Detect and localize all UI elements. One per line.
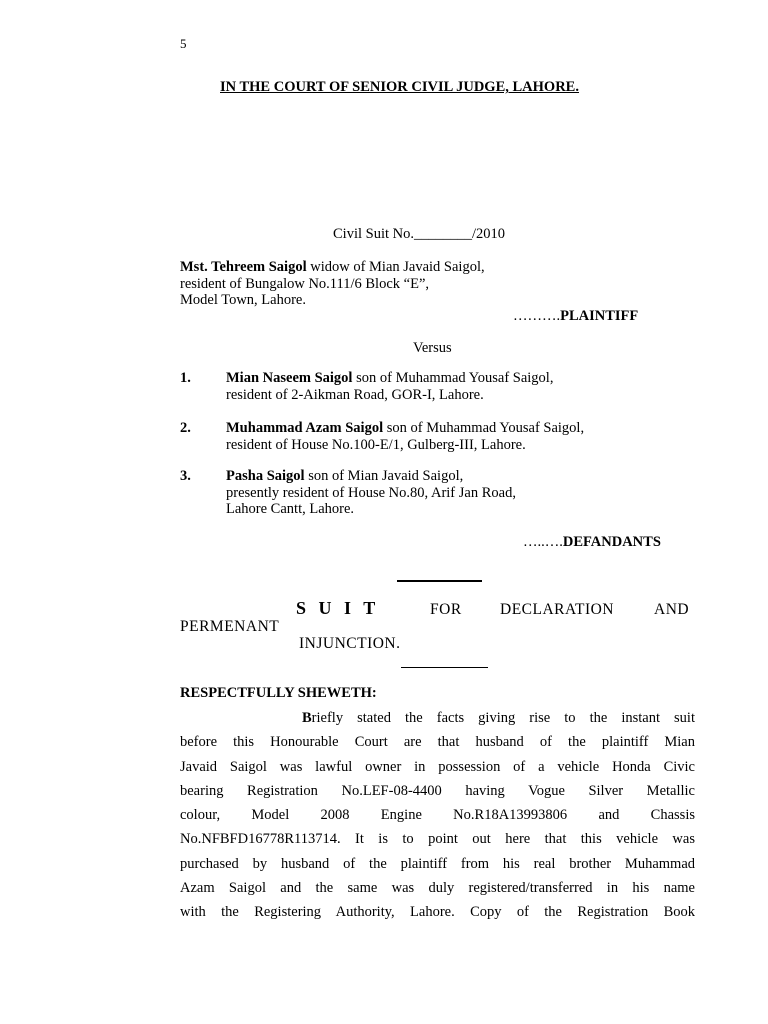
- defendant-2-address: resident of House No.100-E/1, Gulberg-III, Lahore.: [226, 436, 526, 453]
- court-heading: IN THE COURT OF SENIOR CIVIL JUDGE, LAHORE.: [220, 79, 579, 95]
- suit-word: S U I T: [296, 598, 380, 618]
- body-line-9: with the Registering Authority, Lahore. Copy of the Registration Book: [180, 904, 695, 921]
- page-number: 5: [180, 36, 187, 51]
- body-line-8: Azam Saigol and the same was duly registered/transferred in his name: [180, 880, 695, 897]
- defendant-1-address: resident of 2-Aikman Road, GOR-I, Lahore.: [226, 386, 484, 403]
- versus-label: Versus: [413, 340, 452, 356]
- separator-rule-bottom: [401, 667, 488, 668]
- body-line-4: bearing Registration No.LEF-08-4400 having Vogue Silver Metallic: [180, 782, 695, 799]
- defendant-1-number: 1.: [180, 370, 191, 386]
- body-line-7: purchased by husband of the plaintiff from his real brother Muhammad: [180, 855, 695, 872]
- suit-injunction: INJUNCTION.: [299, 635, 401, 652]
- plaintiff-name: Mst. Tehreem Saigol: [180, 259, 307, 275]
- defendant-3-line1: son of Mian Javaid Saigol,: [304, 468, 464, 484]
- body-line-3: Javaid Saigol was lawful owner in possession of a vehicle Honda Civic: [180, 758, 695, 775]
- drop-initial: B: [302, 710, 312, 726]
- plaintiff-label: [513, 308, 638, 325]
- defendant-2-line1: son of Muhammad Yousaf Saigol,: [383, 420, 585, 436]
- plaintiff-line1: widow of Mian Javaid Saigol,: [306, 259, 485, 275]
- facts-paragraph: [180, 706, 695, 925]
- body-line-5: colour, Model 2008 Engine No.R18A13993806 and Chassis: [180, 807, 695, 824]
- plaintiff-line3: Model Town, Lahore.: [180, 292, 306, 308]
- defendant-2-name: Muhammad Azam Saigol: [226, 420, 384, 436]
- respectfully-sheweth: RESPECTFULLY SHEWETH:: [180, 685, 377, 701]
- defendant-2-number: 2.: [180, 420, 191, 436]
- defendant-3-number: 3.: [180, 468, 191, 484]
- defendant-3: [226, 468, 516, 518]
- plaintiff-block: [180, 259, 485, 309]
- separator-rule-top: [397, 580, 482, 582]
- defendants-role: DEFANDANTS: [562, 534, 661, 550]
- defendant-3-name: Pasha Saigol: [226, 468, 305, 484]
- plaintiff-dots: ……….: [513, 308, 561, 324]
- body-line-6: No.NFBFD16778R113714. It is to point out here that this vehicle was: [180, 831, 695, 848]
- plaintiff-role: PLAINTIFF: [560, 308, 639, 324]
- defendant-2: [226, 420, 584, 453]
- suit-declaration: DECLARATION: [500, 601, 614, 618]
- suit-and: AND: [654, 601, 690, 618]
- civil-suit-number: Civil Suit No.________/2010: [333, 226, 506, 242]
- body-line-1: [180, 706, 695, 730]
- defendants-dots: …..….: [523, 534, 563, 550]
- defendant-1-line1: son of Muhammad Yousaf Saigol,: [352, 370, 554, 386]
- defendant-3-address-2: Lahore Cantt, Lahore.: [226, 501, 355, 517]
- defendant-1-name: Mian Naseem Saigol: [226, 370, 353, 386]
- suit-for: FOR: [430, 601, 462, 618]
- suit-permenant: PERMENANT: [180, 618, 280, 635]
- defendants-label: [523, 534, 661, 551]
- body-line-1-text: riefly stated the facts giving rise to the instant suit: [311, 710, 695, 726]
- body-line-2: before this Honourable Court are that husband of the plaintiff Mian: [180, 734, 695, 751]
- plaintiff-line2: resident of Bungalow No.111/6 Block “E”,: [180, 275, 429, 292]
- defendant-1: [226, 370, 553, 403]
- defendant-3-address-1: presently resident of House No.80, Arif Jan Road,: [226, 484, 516, 501]
